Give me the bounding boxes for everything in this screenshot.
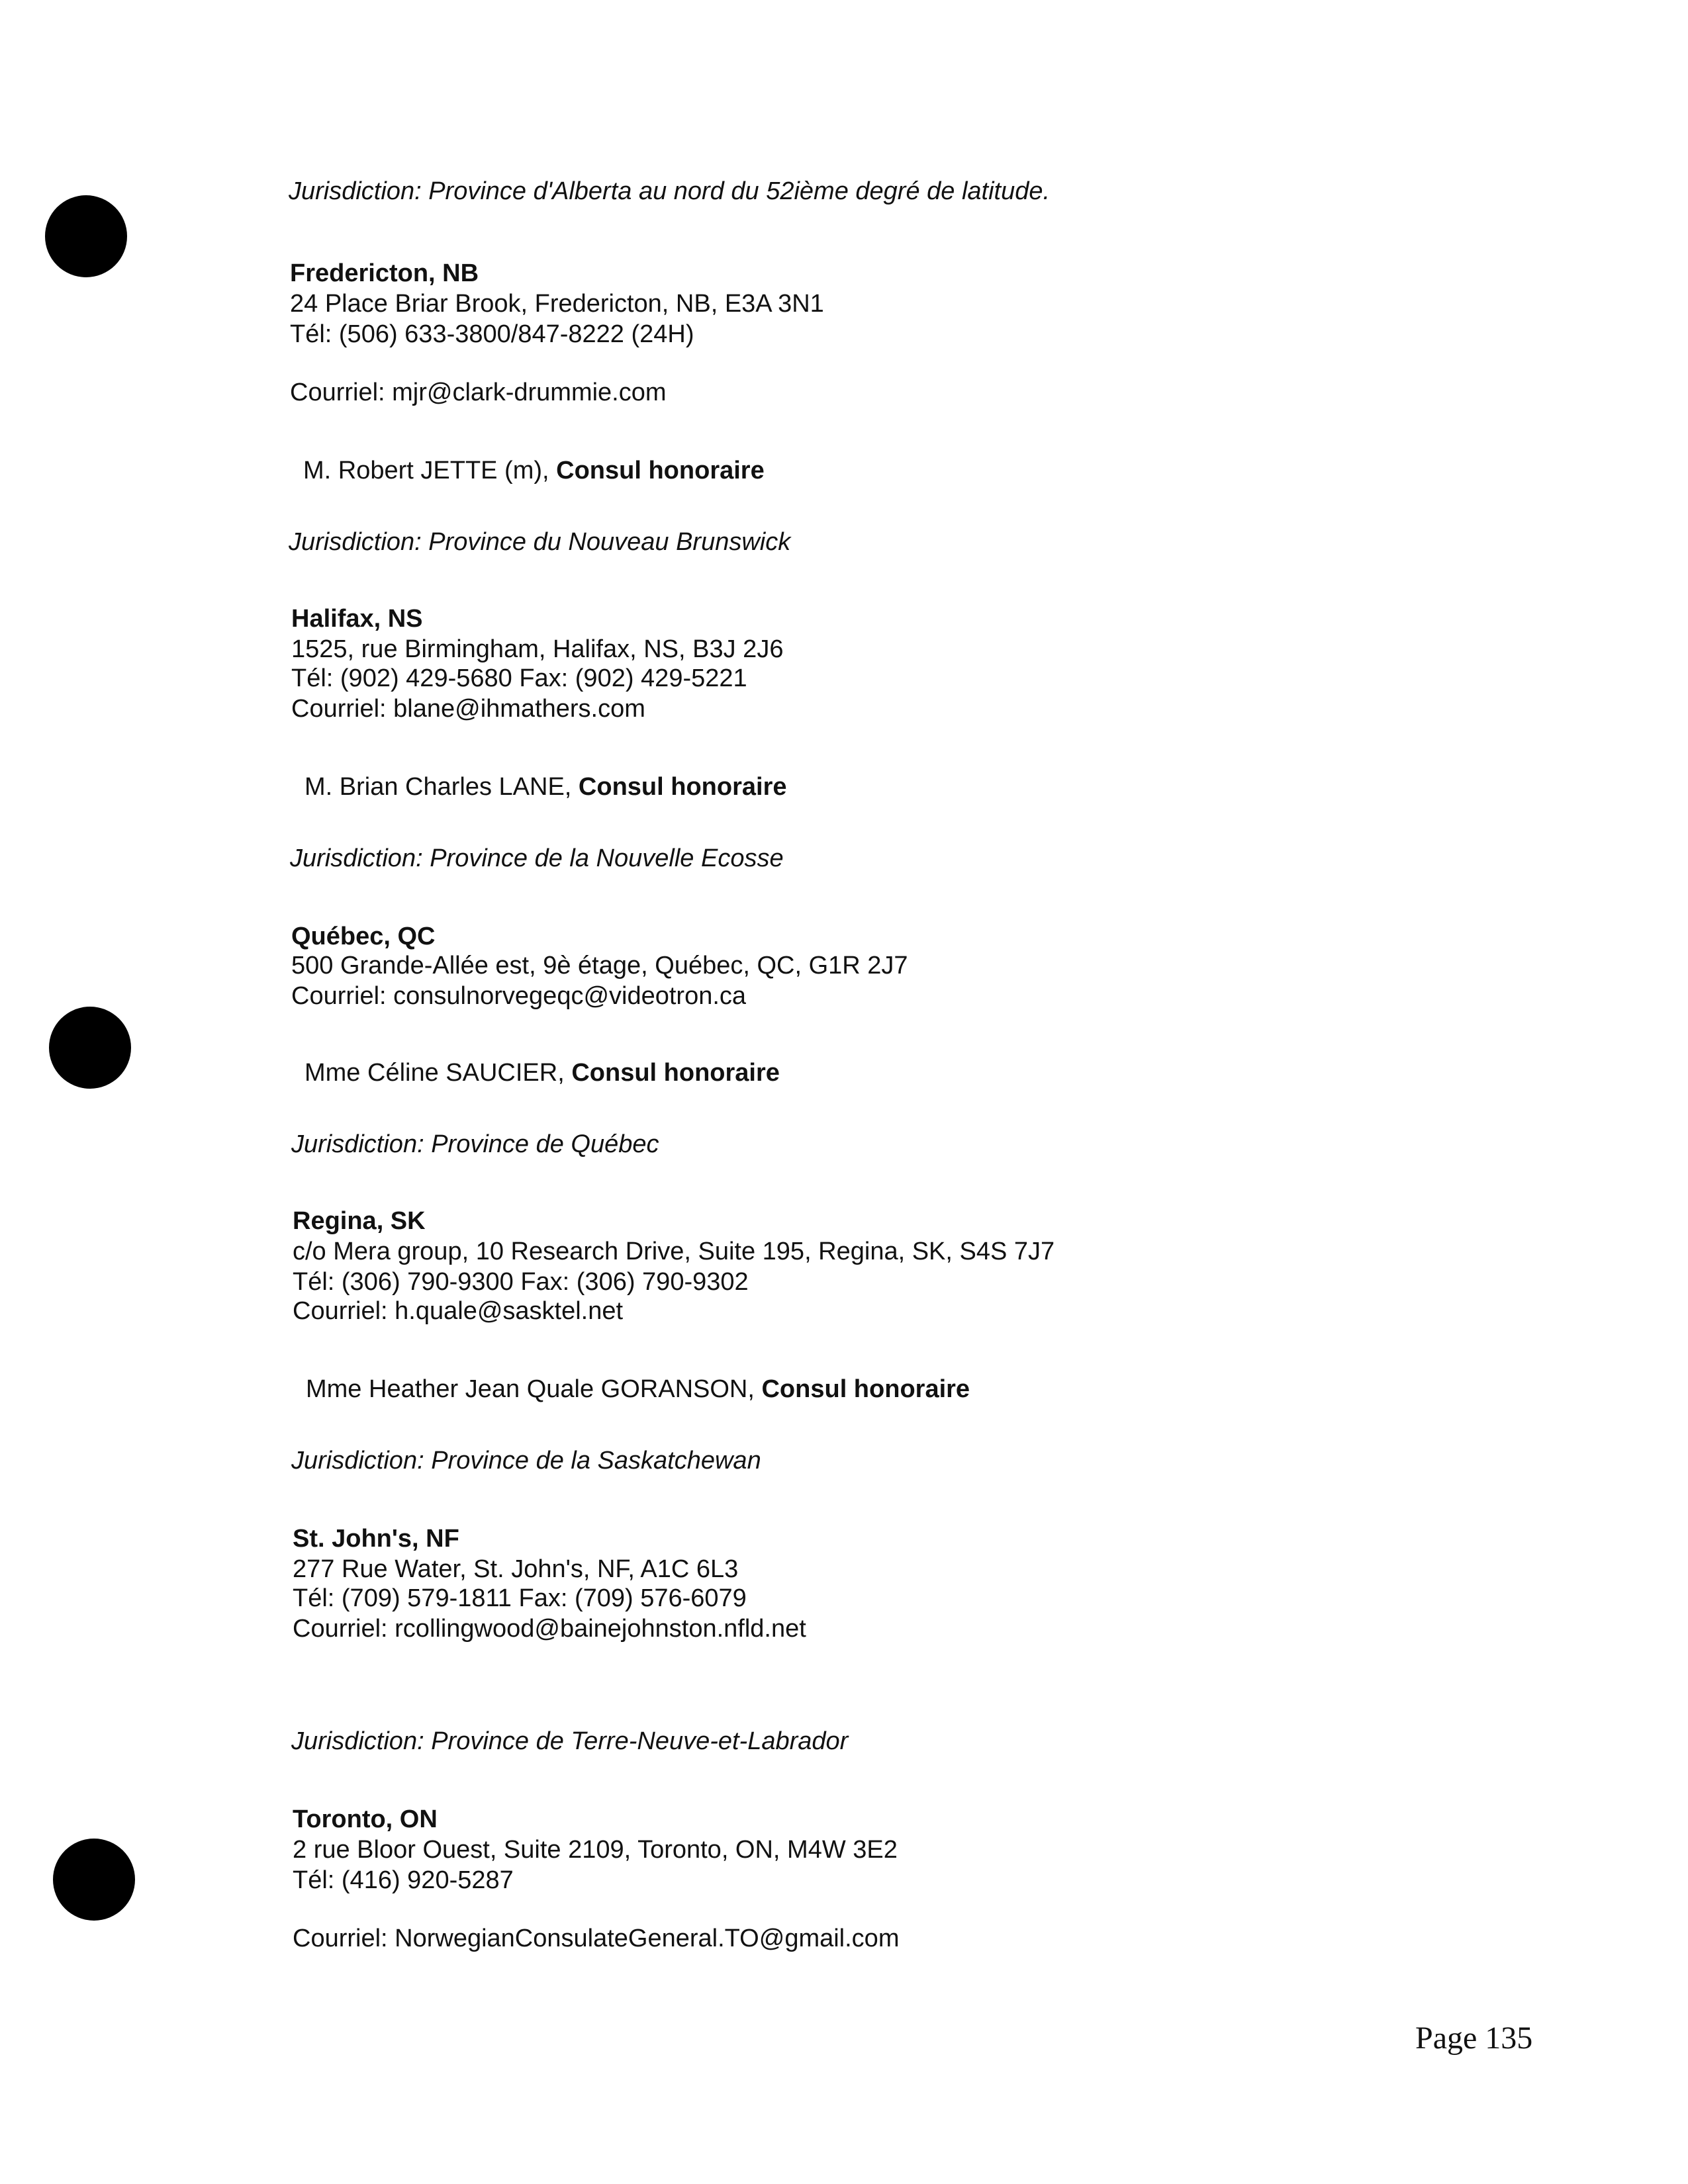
consul-halifax [305,772,787,802]
email-fredericton: Courriel: mjr@clark-drummie.com [290,379,667,406]
phone-regina: Tél: (306) 790-9300 Fax: (306) 790-9302 [293,1268,749,1296]
consul-title: Consul honoraire [761,1375,970,1403]
address-toronto: 2 rue Bloor Ouest, Suite 2109, Toronto, ON, M4W 3E2 [293,1836,898,1864]
page-number: Page 135 [1415,2021,1533,2056]
consul-title: Consul honoraire [578,773,787,801]
jurisdiction-regina: Jurisdiction: Province de la Saskatchewan [291,1447,761,1475]
consul-fredericton [303,455,765,486]
punch-hole-bottom [53,1839,135,1921]
jurisdiction-st-johns: Jurisdiction: Province de Terre-Neuve-et-Labrador [291,1727,849,1755]
consul-name: M. Robert JETTE (m), [303,457,557,484]
consul-title: Consul honoraire [571,1059,780,1087]
city-heading-quebec: Québec, QC [291,923,436,950]
email-st-johns: Courriel: rcollingwood@bainejohnston.nfld.net [293,1615,806,1643]
address-regina: c/o Mera group, 10 Research Drive, Suite 195, Regina, SK, S4S 7J7 [293,1238,1055,1265]
consul-name: Mme Céline SAUCIER, [305,1059,572,1087]
city-heading-fredericton: Fredericton, NB [290,259,479,287]
consul-regina [306,1374,970,1404]
address-st-johns: 277 Rue Water, St. John's, NF, A1C 6L3 [293,1555,739,1583]
phone-toronto: Tél: (416) 920-5287 [293,1866,514,1894]
consul-title: Consul honoraire [556,457,765,484]
phone-halifax: Tél: (902) 429-5680 Fax: (902) 429-5221 [291,664,747,692]
consul-name: Mme Heather Jean Quale GORANSON, [306,1375,762,1403]
phone-st-johns: Tél: (709) 579-1811 Fax: (709) 576-6079 [293,1584,747,1612]
address-quebec: 500 Grande-Allée est, 9è étage, Québec, QC, G1R 2J7 [291,952,908,979]
consul-quebec [305,1058,780,1088]
punch-hole-top [45,195,127,277]
city-heading-toronto: Toronto, ON [293,1805,438,1833]
jurisdiction-quebec: Jurisdiction: Province de Québec [291,1130,659,1158]
phone-fredericton: Tél: (506) 633-3800/847-8222 (24H) [290,320,694,348]
email-toronto: Courriel: NorwegianConsulateGeneral.TO@gmail.com [293,1925,900,1952]
email-halifax: Courriel: blane@ihmathers.com [291,695,645,723]
jurisdiction-fredericton: Jurisdiction: Province du Nouveau Brunswick [289,528,791,556]
city-heading-regina: Regina, SK [293,1207,426,1235]
city-heading-halifax: Halifax, NS [291,605,423,633]
address-fredericton: 24 Place Briar Brook, Fredericton, NB, E3A 3N1 [290,290,824,318]
jurisdiction-alberta: Jurisdiction: Province d'Alberta au nord du 52ième degré de latitude. [289,177,1051,205]
punch-hole-middle [49,1007,131,1089]
city-heading-st-johns: St. John's, NF [293,1525,459,1553]
email-quebec: Courriel: consulnorvegeqc@videotron.ca [291,982,747,1010]
address-halifax: 1525, rue Birmingham, Halifax, NS, B3J 2J6 [291,635,784,663]
consul-name: M. Brian Charles LANE, [305,773,579,801]
jurisdiction-halifax: Jurisdiction: Province de la Nouvelle Ecosse [290,844,784,872]
email-regina: Courriel: h.quale@sasktel.net [293,1297,624,1325]
